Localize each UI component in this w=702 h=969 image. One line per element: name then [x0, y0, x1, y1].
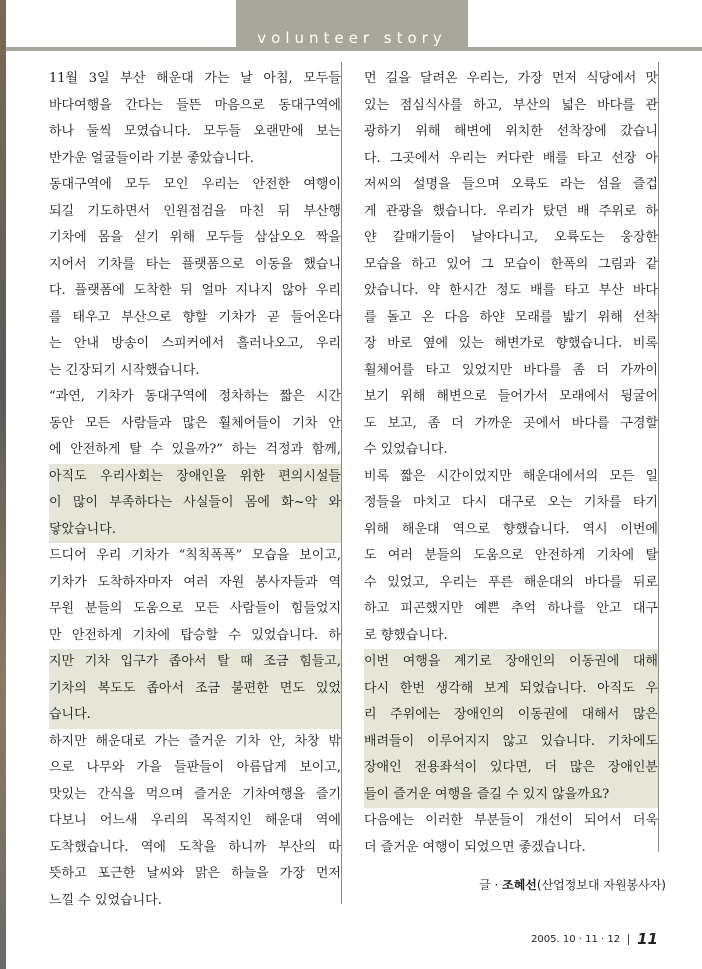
line-text: 휠체어를 타고 있었지만 바다를 좀 더 가까이 [364, 362, 658, 378]
text-line [49, 649, 341, 676]
text-line [364, 649, 658, 676]
line-text: 드디어 우리 기차가 “칙칙폭폭” 모습을 보이고, [49, 548, 341, 563]
text-line [49, 596, 341, 623]
text-line [364, 702, 658, 729]
line-text: 만 안전하게 기차에 탑승할 수 있었습니다. 하 [49, 627, 341, 643]
highlighted-text: 지만 기차 입구가 좁아서 탈 때 조금 힘들고, [49, 649, 341, 676]
line-text: 기차에 몸을 싣기 위해 모두들 삼삼오오 짝을 [49, 230, 341, 245]
highlighted-text: 이번 여행을 계기로 장애인의 이동권에 대해 [364, 649, 658, 676]
line-text: 장 바로 옆에 있는 해변가로 향했습니다. 비록 [364, 336, 658, 351]
text-line [364, 119, 658, 146]
line-text: 다음에는 이러한 부분들이 개선이 되어서 더욱 [364, 813, 658, 828]
text-line [364, 358, 658, 385]
text-line [49, 782, 341, 809]
text-line [49, 358, 341, 385]
text-line [364, 676, 658, 703]
highlighted-text: 들이 즐거운 여행을 즐길 수 있지 않을까요? [364, 782, 658, 809]
text-line [49, 570, 341, 597]
text-line [49, 278, 341, 305]
highlighted-text: 아직도 우리사회는 장애인을 위한 편의시설들 [49, 464, 341, 491]
line-text: 보기 위해 해변으로 들어가서 모래에서 뒹굴어 [364, 389, 658, 404]
text-line [364, 729, 658, 756]
text-line [364, 437, 658, 464]
issue-date: 2005. 10 · 11 · 12 [531, 933, 621, 945]
line-text: 저씨의 설명을 들으며 오륙도 라는 섬을 즐겁 [364, 177, 658, 192]
line-text: 먼 길을 달려온 우리는, 가장 먼저 식당에서 맛 [364, 71, 658, 86]
text-line [49, 888, 341, 915]
text-line [364, 384, 658, 411]
line-text: 정들을 마치고 다시 대구로 오는 기차를 타기 [364, 495, 658, 510]
line-text: 되길 기도하면서 인원점검을 마친 뒤 부산행 [49, 203, 341, 219]
line-text: 으로 나무와 가을 들판들이 아름답게 보이고, [49, 760, 341, 775]
line-text: 무원 분들의 도움으로 모든 사람들이 힘들었지 [49, 601, 341, 616]
byline [479, 876, 666, 893]
line-text: 위해 해운대 역으로 향했습니다. 역시 이번에 [364, 521, 658, 537]
line-text: 다보니 어느새 우리의 목적지인 해운대 역에 [49, 813, 341, 828]
text-line [364, 782, 658, 809]
line-text: 를 태우고 부산으로 향할 기차가 곧 들어온다 [49, 309, 341, 325]
line-text: 반가운 얼굴들이라 기분 좋았습니다. [49, 150, 254, 166]
line-text: 있는 점심식사를 하고, 부산의 넓은 바다를 관 [364, 97, 658, 113]
line-text: 동안 모든 사람들과 많은 휠체어들이 기차 안 [49, 415, 341, 431]
line-text: 더 즐거운 여행이 되었으면 좋겠습니다. [364, 839, 586, 855]
text-line [364, 305, 658, 332]
right-column-rule [658, 62, 659, 852]
highlighted-text: 닿았습니다. [49, 517, 341, 544]
line-text: 지어서 기차를 타는 플랫폼으로 이동을 했습니 [49, 256, 341, 272]
text-line [364, 411, 658, 438]
text-line [364, 755, 658, 782]
text-line [364, 199, 658, 226]
line-text: 를 돌고 온 다음 하얀 모래를 밟기 위해 선착 [364, 309, 658, 325]
line-text: 기차가 도착하자마자 여러 자원 봉사자들과 역 [49, 574, 341, 590]
text-line [364, 66, 658, 93]
text-line [364, 172, 658, 199]
text-line [364, 331, 658, 358]
footer-divider [628, 934, 629, 945]
text-line [364, 252, 658, 279]
text-line [364, 464, 658, 491]
byline-prefix: 글 · [479, 878, 503, 892]
text-line [49, 252, 341, 279]
page-number: 11 [637, 930, 658, 948]
text-line [49, 623, 341, 650]
text-line [49, 729, 341, 756]
highlighted-text: 리 주위에는 장애인의 이동권에 대해서 많은 [364, 702, 658, 729]
line-text: 바다여행을 간다는 들뜬 마음으로 동대구역에 [49, 97, 341, 113]
highlighted-text: 장애인 전용좌석이 있다면, 더 많은 장애인분 [364, 755, 658, 782]
line-text: 다. 그곳에서 우리는 커다란 배를 타고 선장 아 [364, 150, 658, 166]
text-line [49, 66, 341, 93]
text-line [49, 199, 341, 226]
section-title: volunteer story [257, 29, 447, 47]
line-text: 는 안내 방송이 스피커에서 흘러나오고, 우리 [49, 336, 341, 351]
text-line [49, 384, 341, 411]
line-text: 하지만 해운대로 가는 즐거운 기차 안, 차창 밖 [49, 733, 341, 749]
text-line [49, 437, 341, 464]
text-line [49, 755, 341, 782]
text-line [49, 225, 341, 252]
line-text: 다. 플랫폼에 도착한 뒤 얼마 지나지 않아 우리 [49, 283, 341, 298]
line-text: 모습을 하고 있어 그 모습이 한폭의 그림과 같 [364, 256, 658, 272]
line-text: 얀 갈매기들이 날아다니고, 오륙도는 웅장한 [364, 230, 658, 245]
highlighted-text: 배려들이 이루어지지 않고 있습니다. 기차에도 [364, 729, 658, 756]
line-text: 로 향했습니다. [364, 627, 448, 643]
line-text: 도 여러 분들의 도움으로 안전하게 기차에 탈 [364, 548, 658, 563]
text-line [49, 676, 341, 703]
highlighted-text: 이 많이 부족하다는 사실들이 몸에 화~악 와 [49, 490, 341, 517]
text-line [364, 835, 658, 862]
text-line [49, 490, 341, 517]
text-line [49, 119, 341, 146]
text-line [364, 570, 658, 597]
text-line [49, 331, 341, 358]
text-line [364, 623, 658, 650]
line-text: 았습니다. 약 한시간 정도 배를 타고 부산 바다 [364, 283, 658, 298]
right-text-column [364, 66, 658, 861]
author-affiliation: (산업정보대 자원봉사자) [536, 878, 666, 892]
highlighted-text: 다시 한번 생각해 보게 되었습니다. 아직도 우 [364, 676, 658, 703]
text-line [364, 278, 658, 305]
line-text: 11월 3일 부산 해운대 가는 날 아침, 모두들 [49, 71, 341, 86]
author-name: 조혜선 [502, 878, 537, 892]
line-text: 맛있는 간식을 먹으며 즐거운 기차여행을 즐기 [49, 786, 341, 802]
text-line [49, 93, 341, 120]
text-line [49, 808, 341, 835]
left-edge-photo-strip [0, 0, 6, 969]
line-text: 도 보고, 좀 더 가까운 곳에서 바다를 구경할 [364, 415, 658, 431]
section-header-tab [236, 0, 468, 50]
left-text-column [49, 66, 341, 908]
line-text: “과연, 기차가 동대구역에 정차하는 짧은 시간 [49, 389, 341, 404]
line-text: 수 있었습니다. [364, 442, 448, 457]
text-line [364, 543, 658, 570]
line-text: 비록 짧은 시간이었지만 해운대에서의 모든 일 [364, 468, 658, 484]
line-text: 뜻하고 포근한 날씨와 맑은 하늘을 가장 먼저 [49, 866, 341, 881]
line-text: 하고 피곤했지만 예쁜 추억 하나를 안고 대구 [364, 601, 658, 616]
page-footer [531, 930, 658, 948]
highlighted-text: 기차의 복도도 좁아서 조금 불편한 면도 있었 [49, 676, 341, 703]
text-line [364, 490, 658, 517]
line-text: 동대구역에 모두 모인 우리는 안전한 여행이 [49, 177, 341, 192]
text-line [49, 702, 341, 729]
text-line [49, 172, 341, 199]
line-text: 에 안전하게 탈 수 있을까?” 하는 걱정과 함께, [49, 442, 341, 457]
line-text: 하나 둘씩 모였습니다. 모두들 오랜만에 보는 [49, 124, 341, 139]
line-text: 수 있었고, 우리는 푸른 해운대의 바다를 뒤로 [364, 574, 658, 590]
text-line [49, 517, 341, 544]
text-line [364, 596, 658, 623]
text-line [49, 543, 341, 570]
line-text: 느낄 수 있었습니다. [49, 892, 162, 908]
text-line [49, 411, 341, 438]
text-line [364, 517, 658, 544]
text-line [364, 93, 658, 120]
text-line [49, 861, 341, 888]
line-text: 광하기 위해 해변에 위치한 선착장에 갔습니 [364, 124, 658, 139]
text-line [49, 146, 341, 173]
text-line [364, 146, 658, 173]
text-line [49, 464, 341, 491]
column-divider [341, 62, 342, 904]
text-line [364, 225, 658, 252]
line-text: 도착했습니다. 역에 도착을 하니까 부산의 따 [49, 839, 341, 855]
text-line [49, 305, 341, 332]
text-line [49, 835, 341, 862]
line-text: 게 관광을 했습니다. 우리가 탔던 배 주위로 하 [364, 203, 658, 219]
line-text: 는 긴장되기 시작했습니다. [49, 362, 200, 378]
text-line [364, 808, 658, 835]
highlighted-text: 습니다. [49, 702, 341, 729]
